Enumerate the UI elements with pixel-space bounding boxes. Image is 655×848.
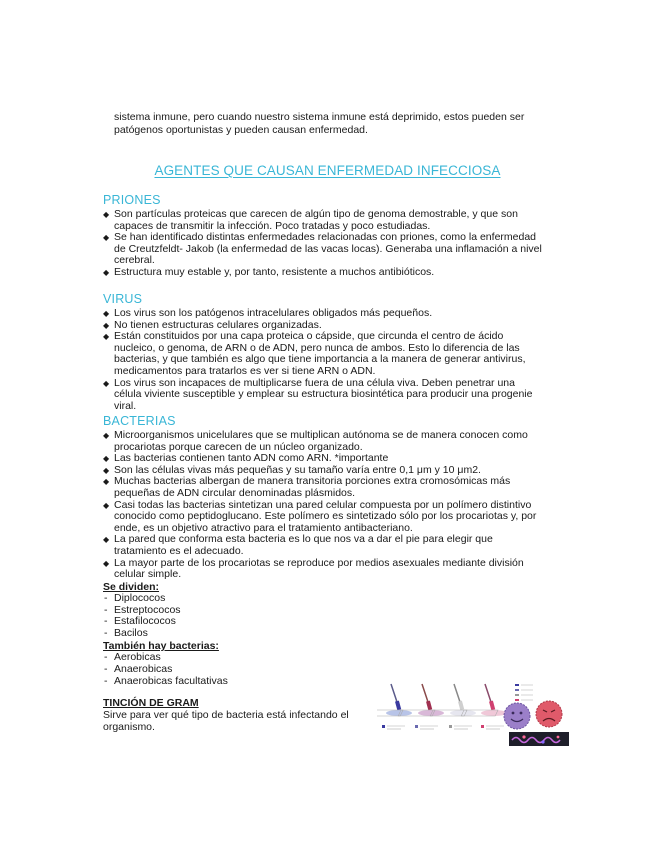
list-item: ◆ No tienen estructuras celulares organizadas.	[103, 320, 543, 332]
list-item: ◆ Son partículas proteicas que carecen de algún tipo de genoma demostrable, y que son capaces de transmitir la infección. Poco tratadas y poco estudiadas.	[103, 209, 543, 232]
list-item: ◆ Muchas bacterias albergan de manera transitoria porciones extra cromosómicas más pequeñas de ADN circular denominadas plásmidos.	[103, 476, 543, 499]
list-item: ◆ Casi todas las bacterias sintetizan una pared celular compuesta por un polímero distintivo conocido como peptidoglucano. Este polímero es sintetizado sólo por los procariotas y, por ende, es un objetivo atractivo para el tratamiento antibacteriano.	[103, 500, 543, 535]
list-item: ◆ Son las células vivas más pequeñas y su tamaño varía entre 0,1 μm y 10 μm2.	[103, 465, 543, 477]
list-item: - Aerobicas	[103, 652, 543, 664]
priones-list	[103, 209, 543, 279]
intro-paragraph: sistema inmune, pero cuando nuestro sistema inmune está deprimido, estos pueden ser patógenos oportunistas y pueden causan enfermedad.	[114, 111, 525, 136]
priones-section	[103, 193, 543, 279]
list-item: - Diplococos	[103, 593, 543, 605]
list-item: - Estreptococos	[103, 605, 543, 617]
tambien-heading: También hay bacterias:	[103, 639, 219, 652]
list-item: ◆ La mayor parte de los procariotas se reproduce por medios asexuales mediante división celular simple.	[103, 558, 543, 581]
dividen-list	[103, 593, 543, 640]
list-item: ◆ Los virus son los patógenos intracelulares obligados más pequeños.	[103, 308, 543, 320]
list-item: - Estafilococos	[103, 616, 543, 628]
priones-title: PRIONES	[103, 193, 161, 207]
list-item: - Bacilos	[103, 628, 543, 640]
bacterias-title: BACTERIAS	[103, 414, 176, 428]
list-item: ◆ Se han identificado distintas enfermedades relacionadas con priones, como la enfermedad de Creutzfeldt- Jakob (la enfermedad de las vacas locas). Generaba una inflamación a nivel cerebral.	[103, 232, 543, 267]
dividen-heading: Se dividen:	[103, 580, 160, 593]
gram-text: Sirve para ver qué tipo de bacteria está infectando el organismo.	[103, 709, 349, 733]
gram-title: TINCIÓN DE GRAM	[103, 697, 199, 709]
list-item: ◆ Las bacterias contienen tanto ADN como ARN. *importante	[103, 453, 543, 465]
list-item: ◆ La pared que conforma esta bacteria es lo que nos va a dar el pie para elegir que tratamiento es el adecuado.	[103, 534, 543, 557]
list-item: ◆ Estructura muy estable y, por tanto, resistente a muchos antibióticos.	[103, 267, 543, 279]
bacterias-section	[103, 414, 543, 687]
list-item: - Anaerobicas facultativas	[103, 676, 543, 688]
list-item: ◆ Están constituidos por una capa proteica o cápside, que circunda el centro de ácido nucleico, o genoma, de ARN o de ADN, pero nunca de ambos. Esto lo diferencia de las bacterias, y que también es algo que tiene importancia a la manera de generar antivirus, medicamentos para tratarlos es ver si tiene ARN o ADN.	[103, 331, 543, 377]
main-title: AGENTES QUE CAUSAN ENFERMEDAD INFECCIOSA	[154, 163, 501, 178]
gram-section	[103, 697, 373, 733]
list-item: - Anaerobicas	[103, 664, 543, 676]
gram-stain-figure	[377, 680, 571, 752]
bacterias-list	[103, 430, 543, 581]
virus-list	[103, 308, 543, 412]
list-item: ◆ Microorganismos unicelulares que se multiplican autónoma se de manera conocen como procariotas porque carecen de un núcleo organizado.	[103, 430, 543, 453]
virus-title: VIRUS	[103, 292, 143, 306]
virus-section	[103, 292, 543, 412]
list-item: ◆ Los virus son incapaces de multiplicarse fuera de una célula viva. Deben penetrar una célula viviente susceptible y emplear su estructura biosintética para producir una progenie viral.	[103, 378, 543, 413]
